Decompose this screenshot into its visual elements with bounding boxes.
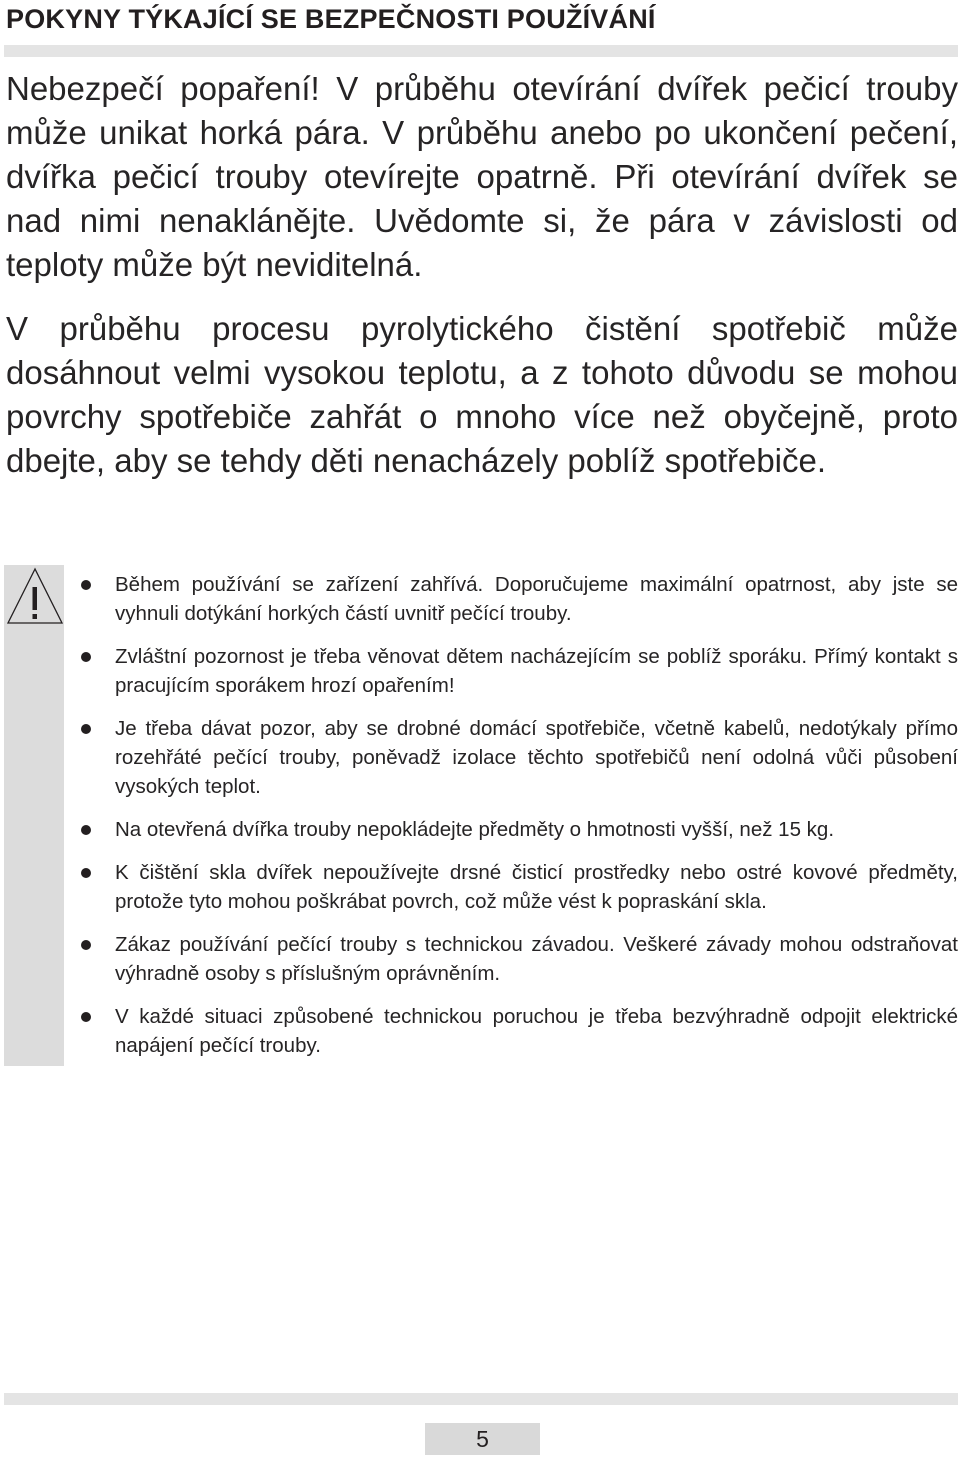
warning-sidebar bbox=[4, 565, 64, 1066]
safety-warning-list bbox=[78, 570, 958, 1074]
bullet-icon bbox=[81, 940, 91, 950]
bullet-icon bbox=[81, 580, 91, 590]
list-item bbox=[78, 1002, 958, 1060]
list-item-text: Zvláštní pozornost je třeba věnovat dětem nacházejícím se poblíž sporáku. Přímý kontakt s pracujícím sporákem hrozí opařením! bbox=[115, 645, 958, 697]
bullet-icon bbox=[81, 1012, 91, 1022]
list-item bbox=[78, 714, 958, 801]
list-item bbox=[78, 642, 958, 700]
bullet-icon bbox=[81, 652, 91, 662]
list-item-text: Na otevřená dvířka trouby nepokládejte předměty o hmotnosti vyšší, než 15 kg. bbox=[115, 818, 835, 841]
bullet-icon bbox=[81, 868, 91, 878]
list-item-text: Zákaz používání pečící trouby s technickou závadou. Veškeré závady mohou odstraňovat výhradně osoby s příslušným oprávněním. bbox=[115, 933, 958, 985]
header-divider bbox=[4, 45, 958, 57]
bullet-icon bbox=[81, 825, 91, 835]
list-item-text: Během používání se zařízení zahřívá. Doporučujeme maximální opatrnost, aby jste se vyhnuli dotýkání horkých částí uvnitř pečící trouby. bbox=[115, 573, 958, 625]
list-item-text: V každé situaci způsobené technickou poruchou je třeba bezvýhradně odpojit elektrické napájení pečící trouby. bbox=[115, 1005, 958, 1057]
list-item-text: Je třeba dávat pozor, aby se drobné domácí spotřebiče, včetně kabelů, nedotýkaly přímo rozehřáté pečící trouby, poněvadž izolace těchto spotřebičů není odolná vůči působení vysokých teplot. bbox=[115, 717, 958, 798]
list-item bbox=[78, 930, 958, 988]
list-item-text: K čištění skla dvířek nepoužívejte drsné čisticí prostředky nebo ostré kovové předměty, protože tyto mohou poškrábat povrch, což může vést k popraskání skla. bbox=[115, 861, 958, 913]
page-number: 5 bbox=[425, 1423, 540, 1455]
scald-warning-paragraph: Nebezpečí popaření! V průběhu otevírání dvířek pečicí trouby může unikat horká pára. V průběhu anebo po ukončení pečení, dvířka pečicí trouby otevírejte opatrně. Při otevírání dvířek se nad nimi nenaklánějte. Uvědomte si, že pára v závislosti od teploty může být neviditelná. bbox=[6, 70, 958, 283]
list-item bbox=[78, 570, 958, 628]
warning-triangle-icon bbox=[6, 565, 64, 627]
bullet-icon bbox=[81, 724, 91, 734]
list-item bbox=[78, 858, 958, 916]
pyrolytic-cleaning-paragraph: V průběhu procesu pyrolytického čistění spotřebič může dosáhnout velmi vysokou teplotu, a z tohoto důvodu se mohou povrchy spotřebiče zahřát o mnoho více než obyčejně, proto dbejte, aby se tehdy děti nenacházely poblíž spotřebiče. bbox=[6, 310, 958, 479]
footer-divider bbox=[4, 1393, 958, 1405]
page-title: POKYNY TÝKAJÍCÍ SE BEZPEČNOSTI POUŽÍVÁNÍ bbox=[6, 4, 656, 34]
list-item bbox=[78, 815, 958, 844]
